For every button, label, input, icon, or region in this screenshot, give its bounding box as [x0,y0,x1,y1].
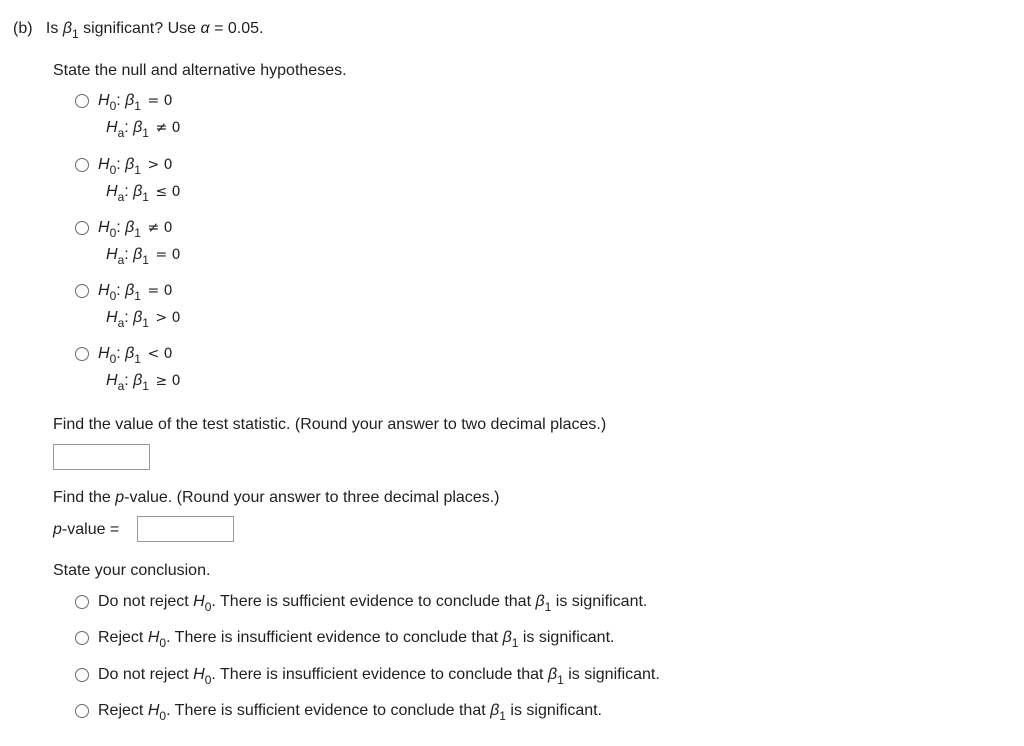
hypothesis-option-4-radio[interactable] [75,347,89,361]
hypothesis-option-1-ha: $H_a$: $\beta_1 \le 0$ [106,183,181,204]
hypothesis-option-3-h0: $H_0$: $\beta_1 = 0$ [98,282,173,303]
hypothesis-option-4-h0: $H_0$: $\beta_1 < 0$ [98,345,173,366]
p-value-label: p-value = [53,521,120,538]
hypothesis-option-4-ha: $H_a$: $\beta_1 \ge 0$ [106,372,181,393]
hypothesis-option-2-h0: $H_0$: $\beta_1 \ne 0$ [98,219,173,240]
hypothesis-option-0-ha: $H_a$: $\beta_1 \ne 0$ [106,119,181,140]
conclusion-option-2-radio[interactable] [75,668,89,682]
conclusion-option-0-radio[interactable] [75,595,89,609]
hypothesis-option-0-h0: $H_0$: $\beta_1 = 0$ [98,92,173,113]
hypothesis-option-0-radio[interactable] [75,94,89,108]
conclusion-option-3-radio[interactable] [75,704,89,718]
p-value-input[interactable] [137,516,234,542]
hypothesis-option-1-radio[interactable] [75,158,89,172]
conclusion-option-1-radio[interactable] [75,631,89,645]
hypothesis-option-2-ha: $H_a$: $\beta_1 = 0$ [106,246,181,267]
conclusion-prompt: State your conclusion. [53,562,211,579]
conclusion-option-3-label: Reject $H_0$. There is sufficient evidence to conclude that $\beta_1$ is significant. [98,702,602,723]
conclusion-option-1-label: Reject $H_0$. There is insufficient evidence to conclude that $\beta_1$ is significant. [98,629,615,650]
question-header: (b) Is $\beta_1$ significant? Use α = 0.05. [13,20,264,41]
conclusion-option-2-label: Do not reject $H_0$. There is insufficient evidence to conclude that $\beta_1$ is significant. [98,666,660,687]
hypothesis-option-3-radio[interactable] [75,284,89,298]
test-statistic-prompt: Find the value of the test statistic. (Round your answer to two decimal places.) [53,416,607,433]
hypotheses-prompt: State the null and alternative hypotheses. [53,62,347,79]
hypothesis-option-3-ha: $H_a$: $\beta_1 > 0$ [106,309,181,330]
hypothesis-option-2-radio[interactable] [75,221,89,235]
hypothesis-option-1-h0: $H_0$: $\beta_1 > 0$ [98,156,173,177]
test-statistic-input[interactable] [53,444,150,470]
p-value-prompt: Find the p-value. (Round your answer to three decimal places.) [53,489,500,506]
conclusion-option-0-label: Do not reject $H_0$. There is sufficient evidence to conclude that $\beta_1$ is significant. [98,593,648,614]
part-label: (b) [13,20,33,37]
